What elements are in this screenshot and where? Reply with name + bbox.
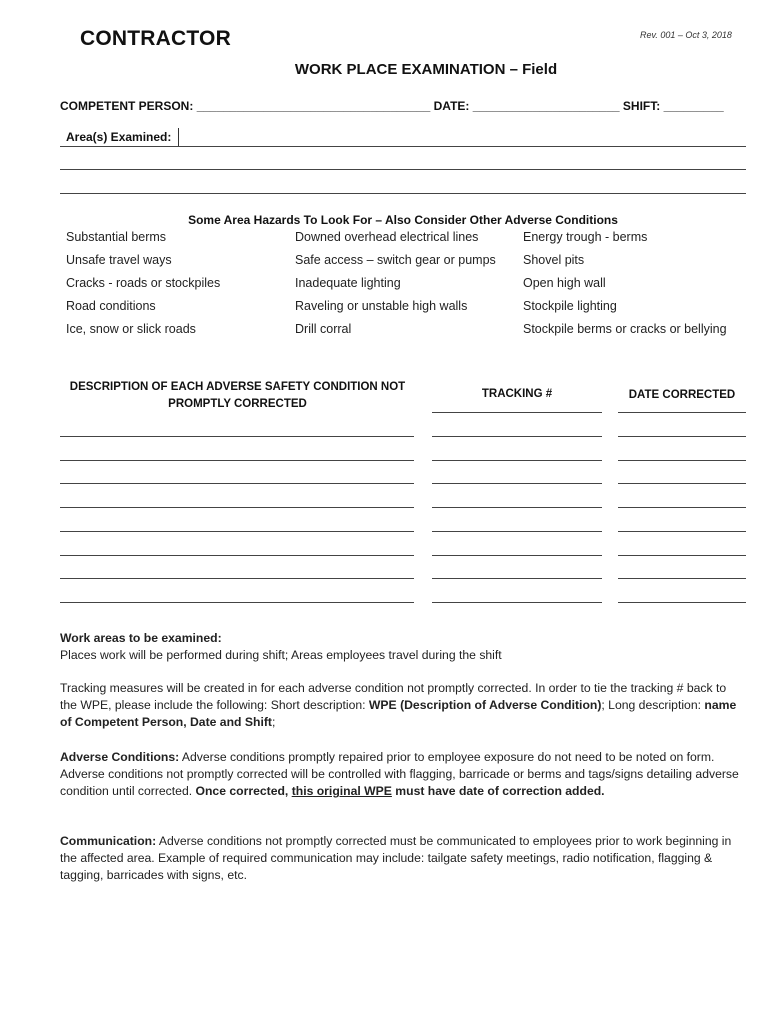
tracking-line[interactable] (432, 555, 602, 556)
date-corrected-line[interactable] (618, 436, 746, 437)
communication-text: Adverse conditions not promptly corrected must be communicated to employees prior to work beginning in the affected area. Example of required communication may include: tailgate safety meetings, radio notification, flagging & tagging, barricades with signs, etc. (60, 834, 732, 882)
areas-line-3 (60, 193, 746, 194)
tracking-line[interactable] (432, 483, 602, 484)
shift-label: SHIFT: (622, 99, 661, 113)
hazard-item: Unsafe travel ways (66, 253, 172, 267)
work-areas-text: Places work will be performed during shift; Areas employees travel during the shift (60, 648, 502, 662)
description-line[interactable] (60, 602, 414, 603)
areas-examined-field[interactable] (178, 128, 179, 146)
hazards-title: Some Area Hazards To Look For – Also Consider Other Adverse Conditions (188, 213, 618, 227)
date-corrected-line[interactable] (618, 531, 746, 532)
date-corrected-line[interactable] (618, 460, 746, 461)
tracking-mid: ; Long description: (601, 698, 705, 712)
description-line[interactable] (60, 555, 414, 556)
description-header-line2: PROMPTLY CORRECTED (168, 398, 307, 410)
hazard-item: Open high wall (523, 276, 606, 290)
hazard-item: Shovel pits (523, 253, 585, 267)
company-title: CONTRACTOR (80, 27, 231, 50)
description-header-line1: DESCRIPTION OF EACH ADVERSE SAFETY CONDITION NOT (69, 381, 406, 393)
areas-line-2 (60, 169, 746, 170)
date-corrected-header: DATE CORRECTED (628, 389, 736, 401)
header-fields (60, 99, 724, 113)
tracking-header: TRACKING # (481, 388, 553, 400)
tracking-long-description: name of Competent Person, Date and Shift (60, 698, 737, 729)
tracking-end: ; (271, 715, 276, 729)
revision-label: Rev. 001 – Oct 3, 2018 (640, 30, 732, 40)
tracking-line[interactable] (432, 602, 602, 603)
description-line[interactable] (60, 531, 414, 532)
communication-title: Communication: (60, 834, 157, 848)
hazard-item: Stockpile lighting (523, 299, 617, 313)
hazard-item: Downed overhead electrical lines (295, 230, 479, 244)
tracking-paragraph (60, 680, 740, 731)
areas-examined-label: Area(s) Examined: (66, 130, 172, 144)
communication-paragraph (60, 833, 740, 884)
shift-field[interactable]: _________ (663, 99, 724, 113)
adverse-bold-2: must have date of correction added. (391, 784, 605, 798)
adverse-text: Adverse conditions promptly repaired prior to employee exposure do not need to be noted on form. Adverse conditions not promptly corrected will be controlled with flagging, barricade or berms and tags/signs detailing adverse condition until corrected. (60, 750, 739, 798)
tracking-short-description: WPE (Description of Adverse Condition) (368, 698, 602, 712)
date-field[interactable]: ______________________ (472, 99, 620, 113)
date-label: DATE: (433, 99, 470, 113)
competent-person-field[interactable]: ___________________________________ (196, 99, 431, 113)
hazard-item: Raveling or unstable high walls (295, 299, 468, 313)
competent-person-label: COMPETENT PERSON: (60, 99, 194, 113)
date-corrected-line[interactable] (618, 602, 746, 603)
tracking-line[interactable] (432, 531, 602, 532)
description-line[interactable] (60, 436, 414, 437)
date-corrected-line[interactable] (618, 578, 746, 579)
description-line[interactable] (60, 578, 414, 579)
form-title: WORK PLACE EXAMINATION – Field (294, 61, 558, 78)
areas-line-1 (60, 146, 746, 147)
hazard-item: Ice, snow or slick roads (66, 322, 196, 336)
tracking-line[interactable] (432, 578, 602, 579)
hazard-item: Stockpile berms or cracks or bellying (523, 322, 727, 336)
hazard-item: Drill corral (295, 322, 352, 336)
adverse-bold-1: Once corrected, (195, 784, 292, 798)
date-corrected-line[interactable] (618, 483, 746, 484)
hazard-item: Inadequate lighting (295, 276, 401, 290)
tracking-line[interactable] (432, 507, 602, 508)
tracking-header-underline (432, 412, 602, 413)
date-corrected-line[interactable] (618, 555, 746, 556)
description-line[interactable] (60, 460, 414, 461)
hazard-item: Substantial berms (66, 230, 167, 244)
hazard-item: Road conditions (66, 299, 156, 313)
date-header-underline (618, 412, 746, 413)
description-line[interactable] (60, 483, 414, 484)
tracking-line[interactable] (432, 460, 602, 461)
adverse-title: Adverse Conditions: (60, 750, 180, 764)
description-line[interactable] (60, 507, 414, 508)
tracking-text: Tracking measures will be created in for each adverse condition not promptly corrected. In order to tie the tracking # back to the WPE, please include the following: Short description: (60, 681, 727, 712)
hazard-item: Energy trough - berms (523, 230, 648, 244)
adverse-paragraph (60, 749, 740, 800)
work-areas-title: Work areas to be examined: (60, 631, 222, 645)
date-corrected-line[interactable] (618, 507, 746, 508)
hazard-item: Cracks - roads or stockpiles (66, 276, 221, 290)
adverse-underline: this original WPE (291, 784, 392, 798)
tracking-line[interactable] (432, 436, 602, 437)
hazard-item: Safe access – switch gear or pumps (295, 253, 496, 267)
